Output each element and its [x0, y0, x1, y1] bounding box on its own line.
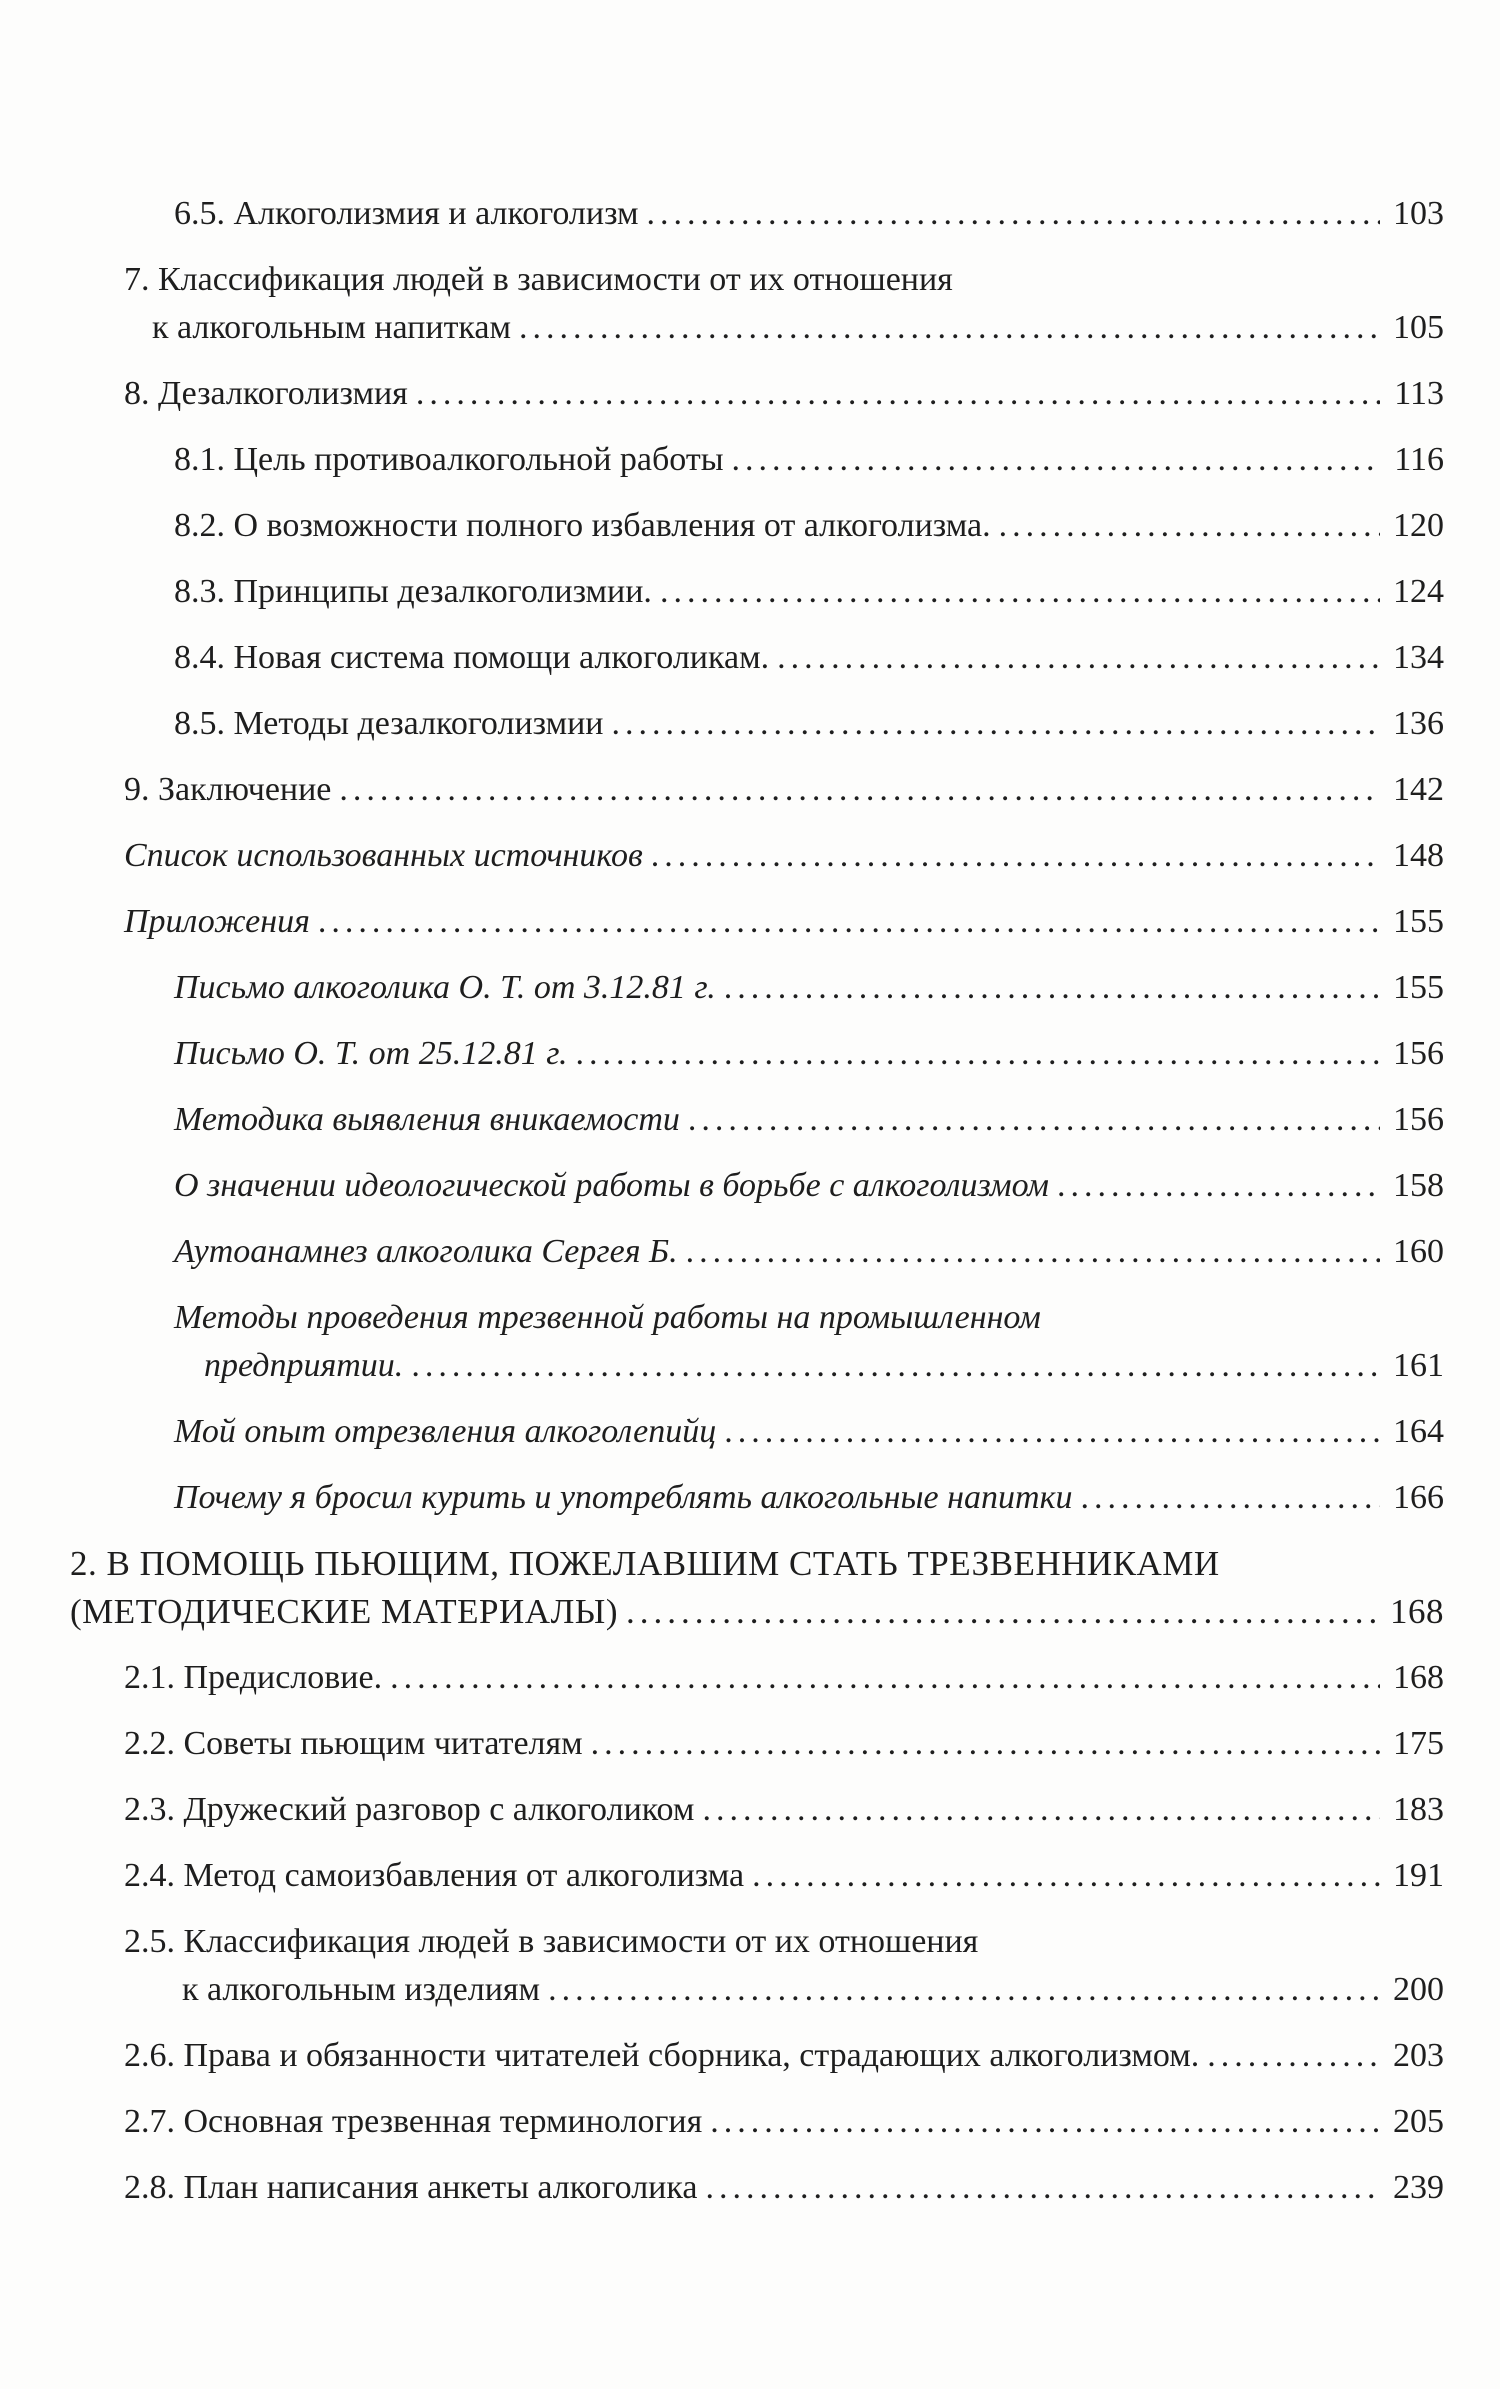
toc-entry-title: 8. Дезалкоголизмия: [124, 375, 408, 412]
toc-entry: [0, 2098, 1444, 2146]
dotted-leader: [318, 898, 1380, 946]
toc-entry: [0, 568, 1444, 616]
toc-entry-page: 156: [1393, 1035, 1444, 1072]
toc-entry: [0, 700, 1444, 748]
toc-entry-title: О значении идеологической работы в борьбе с алкоголизмом: [174, 1167, 1049, 1204]
dotted-leader: [686, 1228, 1380, 1276]
toc-entry: [0, 1228, 1444, 1276]
toc-entry-page: 120: [1393, 507, 1444, 544]
toc-entry: [0, 1786, 1444, 1834]
toc-entry: [0, 2032, 1444, 2080]
toc-entry-title: 8.2. О возможности полного избавления от алкоголизма.: [174, 507, 991, 544]
toc-entry-title: Письмо О. Т. от 25.12.81 г.: [174, 1035, 568, 1072]
toc-entry: [0, 1030, 1444, 1078]
toc-entry-page: 164: [1393, 1413, 1444, 1450]
toc-entry-title: Методика выявления вникаемости: [174, 1101, 680, 1138]
dotted-leader: [752, 1852, 1380, 1900]
dotted-leader: [732, 436, 1380, 484]
dotted-leader: [724, 1408, 1380, 1456]
toc-entry-page: 158: [1393, 1167, 1444, 1204]
toc-entry: [0, 436, 1444, 484]
dotted-leader: [702, 1786, 1380, 1834]
toc-entry-page: 155: [1393, 903, 1444, 940]
toc-entry-page: 155: [1393, 969, 1444, 1006]
toc-entry: [0, 1096, 1444, 1144]
toc-entry-page: 134: [1393, 639, 1444, 676]
toc-entry: [0, 898, 1444, 946]
dotted-leader: [710, 2098, 1380, 2146]
toc-section-title: 2. В ПОМОЩЬ ПЬЮЩИМ, ПОЖЕЛАВШИМ СТАТЬ ТРЕЗВЕННИКАМИ: [70, 1544, 1220, 1583]
toc-entry-page: 175: [1393, 1725, 1444, 1762]
dotted-leader: [519, 304, 1380, 352]
dotted-leader: [705, 2164, 1380, 2212]
toc-entry-title-cont: к алкогольным напиткам: [152, 309, 512, 346]
toc-entry-title: Почему я бросил курить и употреблять алкогольные напитки: [174, 1479, 1073, 1516]
toc-entry: [0, 256, 1444, 352]
toc-entry-page: 168: [1393, 1659, 1444, 1696]
toc-entry-page: 113: [1394, 375, 1444, 412]
toc-entry-page: 203: [1393, 2037, 1444, 2074]
toc-entry-page: 239: [1393, 2169, 1444, 2206]
toc-entry-page: 166: [1393, 1479, 1444, 1516]
dotted-leader: [390, 1654, 1380, 1702]
toc-entry-page: 183: [1393, 1791, 1444, 1828]
toc-entry-title: 8.3. Принципы дезалкоголизмии.: [174, 573, 652, 610]
toc-entry: [0, 832, 1444, 880]
toc-entry: [0, 1162, 1444, 1210]
toc-section-title-cont: (МЕТОДИЧЕСКИЕ МАТЕРИАЛЫ): [70, 1592, 618, 1631]
toc-entry-title: 2.6. Права и обязанности читателей сборника, страдающих алкоголизмом.: [124, 2037, 1200, 2074]
dotted-leader: [688, 1096, 1380, 1144]
toc-entry-title: 2.1. Предисловие.: [124, 1659, 383, 1696]
dotted-leader: [724, 964, 1380, 1012]
toc-entry: [0, 1654, 1444, 1702]
dotted-leader: [1057, 1162, 1380, 1210]
toc-entry: [0, 1294, 1444, 1390]
dotted-leader: [660, 568, 1380, 616]
toc-entry-title: 2.8. План написания анкеты алкоголика: [124, 2169, 698, 2206]
toc-entry-title: Список использованных источников: [124, 837, 643, 874]
toc-section-heading: [0, 1540, 1444, 1636]
toc-entry-page: 160: [1393, 1233, 1444, 1270]
toc-entry-page: 103: [1393, 195, 1444, 232]
toc-entry: [0, 766, 1444, 814]
toc-entry-page: 116: [1394, 441, 1444, 478]
toc-entry-title: Аутоанамнез алкоголика Сергея Б.: [174, 1233, 678, 1270]
dotted-leader: [777, 634, 1380, 682]
toc-entry-page: 124: [1393, 573, 1444, 610]
toc-entry-page: 156: [1393, 1101, 1444, 1138]
dotted-leader: [1207, 2032, 1380, 2080]
dotted-leader: [416, 370, 1380, 418]
toc-entry-continuation: [124, 304, 1444, 352]
toc-entry-title: 6.5. Алкоголизмия и алкоголизм: [174, 195, 639, 232]
toc-entry-page: 148: [1393, 837, 1444, 874]
toc-entry-title: 7. Классификация людей в зависимости от их отношения: [124, 261, 953, 298]
toc-entry-continuation: [124, 1966, 1444, 2014]
toc-entry-title: 2.7. Основная трезвенная терминология: [124, 2103, 703, 2140]
toc-entry: [0, 1720, 1444, 1768]
toc-entry-page: 200: [1393, 1971, 1444, 2008]
dotted-leader: [1080, 1474, 1380, 1522]
toc-entry-title: Приложения: [124, 903, 310, 940]
toc-entry-title: Мой опыт отрезвления алкоголепийц: [174, 1413, 717, 1450]
dotted-leader: [576, 1030, 1380, 1078]
toc-entry: [0, 370, 1444, 418]
toc-entry: [0, 1408, 1444, 1456]
toc-entry: [0, 1852, 1444, 1900]
toc-entry-continuation: [70, 1588, 1444, 1636]
toc-entry-page: 191: [1393, 1857, 1444, 1894]
toc-entry-title: 9. Заключение: [124, 771, 332, 808]
toc-entry-page: 142: [1393, 771, 1444, 808]
toc-entry: [0, 1918, 1444, 2014]
toc-entry-title: 2.4. Метод самоизбавления от алкоголизма: [124, 1857, 745, 1894]
dotted-leader: [651, 832, 1380, 880]
dotted-leader: [612, 700, 1381, 748]
toc-entry: [0, 502, 1444, 550]
table-of-contents: [0, 190, 1444, 2230]
toc-entry-title: 8.1. Цель противоалкогольной работы: [174, 441, 724, 478]
toc-entry-page: 205: [1393, 2103, 1444, 2140]
toc-entry: [0, 190, 1444, 238]
toc-entry-title: 8.4. Новая система помощи алкоголикам.: [174, 639, 770, 676]
toc-entry-title: 8.5. Методы дезалкоголизмии: [174, 705, 604, 742]
toc-entry-title: Методы проведения трезвенной работы на промышленном: [174, 1299, 1041, 1336]
toc-entry-page: 168: [1390, 1592, 1444, 1631]
toc-entry-title: 2.2. Советы пьющим читателям: [124, 1725, 583, 1762]
toc-entry: [0, 2164, 1444, 2212]
dotted-leader: [548, 1966, 1380, 2014]
dotted-leader: [647, 190, 1380, 238]
dotted-leader: [999, 502, 1380, 550]
toc-entry: [0, 964, 1444, 1012]
dotted-leader: [411, 1342, 1380, 1390]
toc-entry-page: 136: [1393, 705, 1444, 742]
dotted-leader: [591, 1720, 1380, 1768]
toc-entry-title: 2.3. Дружеский разговор с алкоголиком: [124, 1791, 695, 1828]
toc-entry: [0, 634, 1444, 682]
toc-entry-title: Письмо алкоголика О. Т. от 3.12.81 г.: [174, 969, 716, 1006]
toc-entry-page: 105: [1393, 309, 1444, 346]
toc-entry-continuation: [174, 1342, 1444, 1390]
dotted-leader: [339, 766, 1380, 814]
toc-entry-page: 161: [1393, 1347, 1444, 1384]
toc-entry: [0, 1474, 1444, 1522]
dotted-leader: [626, 1588, 1380, 1636]
toc-entry-title-cont: предприятии.: [204, 1347, 404, 1384]
toc-entry-title-cont: к алкогольным изделиям: [182, 1971, 541, 2008]
toc-entry-title: 2.5. Классификация людей в зависимости от их отношения: [124, 1923, 979, 1960]
